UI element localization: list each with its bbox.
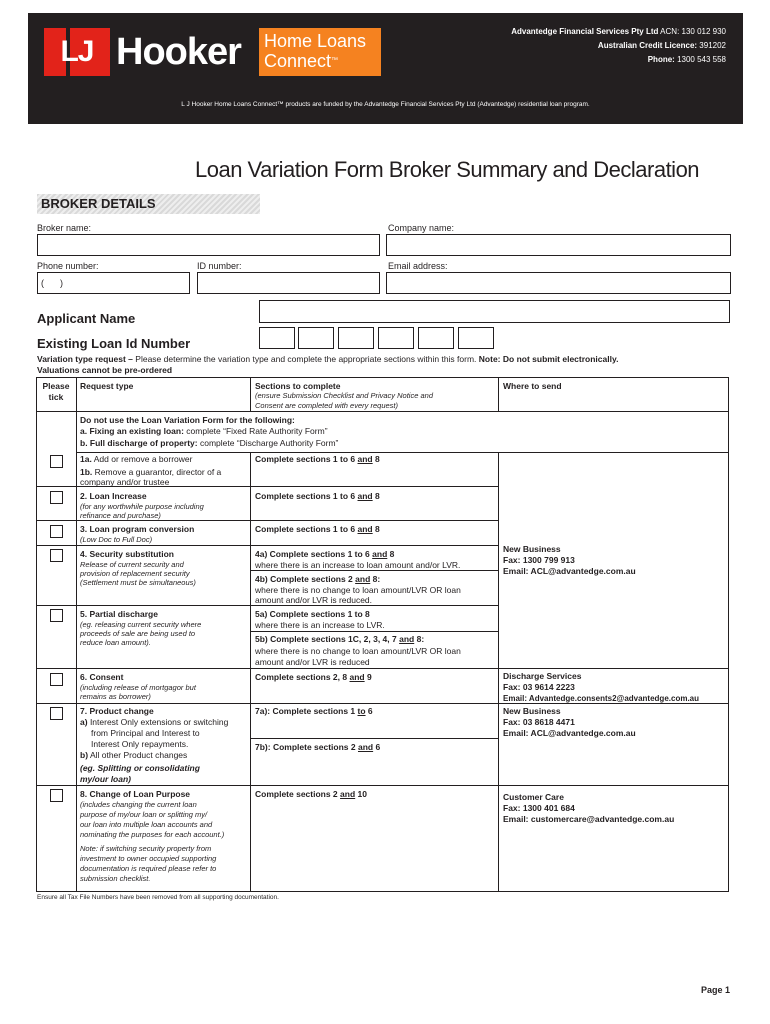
row-7b-sections-text: 7b): Complete sections 2: [255, 742, 356, 752]
row-5-title: 5. Partial discharge: [80, 609, 158, 619]
row-2-title: 2. Loan Increase: [80, 491, 147, 501]
send-new-business-1-fax: Fax: 1300 799 913: [503, 555, 575, 565]
row-7b-sections: [255, 742, 380, 753]
send-customer-care-email: Email: customercare@advantedge.com.au: [503, 814, 675, 824]
table-line: [250, 738, 498, 739]
row-4-note-1: Release of current security and: [80, 560, 184, 569]
logo-hooker: Hooker: [116, 31, 241, 73]
email-label: Email address:: [388, 261, 448, 271]
send-new-business-2-fax: Fax: 03 8618 4471: [503, 717, 575, 727]
id-number-field[interactable]: [197, 272, 380, 294]
company-name-field[interactable]: [386, 234, 731, 256]
row-8-note-2: purpose of my/our loan or splitting my/: [80, 810, 208, 819]
table-line: [36, 785, 729, 786]
col-please-tick-2: tick: [48, 392, 64, 402]
valuations-note: Valuations cannot be pre-ordered: [37, 365, 173, 375]
row-1-sections-text: Complete sections 1 to 6: [255, 454, 356, 464]
row-8-note-7: documentation is required please refer to: [80, 864, 217, 873]
row-2-and: and: [357, 491, 373, 501]
row-7-a-2: from Principal and Interest to: [91, 728, 200, 738]
row-7-eg-2: my/our loan): [80, 774, 132, 784]
row-7-title: 7. Product change: [80, 706, 154, 716]
table-line: [498, 452, 499, 892]
row-7-b-text: All other Product changes: [89, 750, 188, 760]
phone-open-paren: (: [41, 278, 44, 288]
variation-intro-text: Please determine the variation type and complete the appropriate sections within this form.: [135, 354, 477, 364]
row-4b-desc-1: where there is no change to loan amount/LVR OR loan: [255, 585, 461, 595]
logo-lj: LJ: [60, 35, 94, 68]
row-1-sections: [255, 454, 380, 465]
warning-title: Do not use the Loan Variation Form for the following:: [80, 415, 295, 425]
send-discharge-email: Email: Advantedge.consents2@advantedge.com.au: [503, 694, 699, 703]
table-line: [36, 377, 729, 378]
row-1b-text-2: company and/or trustee: [80, 477, 170, 487]
row-6-sections-end: 9: [367, 672, 372, 682]
warning-a-label: a. Fixing an existing loan:: [80, 426, 184, 436]
row-4b-sections: [255, 574, 380, 585]
warning-b-label: b. Full discharge of property:: [80, 438, 198, 448]
table-line: [36, 377, 37, 892]
row-4b-and: and: [355, 574, 371, 584]
row-6-and: and: [349, 672, 365, 682]
row-5a-desc: where there is an increase to LVR.: [255, 620, 385, 630]
variation-intro: [37, 354, 737, 364]
phone-close-paren: ): [60, 278, 63, 288]
send-new-business-1: New Business: [503, 544, 561, 554]
row-1a-text: Add or remove a borrower: [93, 454, 193, 464]
col-where-to-send: Where to send: [503, 381, 562, 391]
table-line: [36, 668, 729, 669]
row-2-note-2: refinance and purchase): [80, 511, 161, 520]
broker-name-field[interactable]: [37, 234, 380, 256]
licence-line: [598, 41, 726, 50]
applicant-name-label: Applicant Name: [37, 311, 136, 326]
table-line: [498, 377, 499, 411]
row-5b-sections: [255, 634, 424, 645]
loan-id-box-1[interactable]: [259, 327, 295, 349]
row-7a-sections-text: 7a): Complete sections 1: [255, 706, 356, 716]
company-acn: ACN: 130 012 930: [660, 27, 726, 36]
loan-id-box-6[interactable]: [458, 327, 494, 349]
row-7a-sections-end: 6: [367, 706, 373, 716]
checkbox-1a[interactable]: [50, 455, 63, 468]
row-6-sections: [255, 672, 372, 683]
table-line: [250, 377, 251, 411]
row-5b-and: and: [399, 634, 415, 644]
row-2-sections-end: 8: [375, 491, 380, 501]
phone-number: 1300 543 558: [677, 55, 726, 64]
row-5-note-1: (eg. releasing current security where: [80, 620, 202, 629]
company-name-label: Company name:: [388, 223, 455, 233]
logo-connect-text: Connect: [264, 51, 332, 71]
applicant-name-field[interactable]: [259, 300, 730, 323]
send-discharge-fax: Fax: 03 9614 2223: [503, 682, 575, 692]
loan-id-box-5[interactable]: [418, 327, 454, 349]
row-3-note: (Low Doc to Full Doc): [80, 535, 153, 544]
checkbox-6[interactable]: [50, 673, 63, 686]
send-new-business-1-email: Email: ACL@advantedge.com.au: [503, 566, 636, 576]
col-sections-note-1: (ensure Submission Checklist and Privacy Notice and: [255, 391, 433, 400]
row-8-sections: [255, 789, 367, 800]
row-1b-label: 1b.: [80, 467, 93, 477]
footer-note: Ensure all Tax File Numbers have been removed from all supporting documentation.: [37, 894, 279, 901]
row-5b-desc-2: amount and/or LVR is reduced: [255, 657, 370, 667]
warning-a: [80, 426, 328, 437]
row-8-title: 8. Change of Loan Purpose: [80, 789, 191, 799]
row-8-note-6: investment to owner occupied supporting: [80, 854, 217, 863]
send-discharge-services: Discharge Services: [503, 671, 582, 681]
row-4a-sections: [255, 549, 394, 560]
warning-b-text: complete “Discharge Authority Form”: [199, 438, 339, 448]
row-8-note-4: nominating the purposes for each account.): [80, 830, 225, 839]
col-request-type: Request type: [80, 381, 134, 391]
row-5b-sections-text: 5b) Complete sections 1C, 2, 3, 4, 7: [255, 634, 397, 644]
loan-id-box-4[interactable]: [378, 327, 414, 349]
row-5-note-2: proceeds of sale are being used to: [80, 629, 196, 638]
row-7-a-1: Interest Only extensions or switching: [89, 717, 229, 727]
row-7a-sections: [255, 706, 373, 717]
row-1-sections-end: 8: [375, 454, 380, 464]
row-2-note-1: (for any worthwhile purpose including: [80, 502, 204, 511]
col-sections: Sections to complete: [255, 381, 341, 391]
row-5b-sections-end: 8:: [416, 634, 425, 644]
row-8-sections-text: Complete sections 2: [255, 789, 338, 799]
logo-tm: ™: [331, 57, 339, 64]
row-8-note-1: (includes changing the current loan: [80, 800, 197, 809]
row-3-title: 3. Loan program conversion: [80, 524, 195, 534]
row-8-sections-end: 10: [357, 789, 368, 799]
checkbox-3[interactable]: [50, 525, 63, 538]
variation-intro-bold: Variation type request –: [37, 354, 133, 364]
logo-home-loans: Home Loans: [264, 31, 367, 51]
row-4-title: 4. Security substitution: [80, 549, 174, 559]
page-title: Loan Variation Form Broker Summary and Declaration: [195, 157, 700, 182]
row-1b-text-1: Remove a guarantor, director of a: [94, 467, 222, 477]
row-4-note-3: (Settlement must be simultaneous): [80, 578, 196, 587]
row-3-sections-text: Complete sections 1 to 6: [255, 524, 356, 534]
row-1-and: and: [357, 454, 373, 464]
row-3-and: and: [357, 524, 373, 534]
phone-label: Phone:: [647, 55, 675, 64]
table-line: [36, 891, 729, 892]
table-line: [728, 377, 729, 892]
send-new-business-2: New Business: [503, 706, 561, 716]
row-2-sections: [255, 491, 380, 502]
checkbox-5[interactable]: [50, 609, 63, 622]
row-4a-sections-end: 8: [389, 549, 395, 559]
row-7-a: [80, 717, 228, 728]
row-4b-desc-2: amount and/or LVR is reduced.: [255, 595, 373, 605]
email-field[interactable]: [386, 272, 731, 294]
variation-note: Note: Do not submit electronically.: [478, 354, 619, 364]
row-4b-sections-end: 8:: [372, 574, 381, 584]
row-7b-and: and: [357, 742, 374, 752]
loan-id-box-3[interactable]: [338, 327, 374, 349]
broker-name-label: Broker name:: [37, 223, 92, 233]
checkbox-7[interactable]: [50, 707, 63, 720]
row-5b-desc-1: where there is no change to loan amount/LVR OR loan: [255, 646, 461, 656]
row-8-and: and: [340, 789, 356, 799]
col-please-tick: [38, 381, 74, 403]
table-line: [36, 545, 498, 546]
row-8-note-8: submission checklist.: [80, 874, 151, 883]
checkbox-2[interactable]: [50, 491, 63, 504]
send-new-business-2-email: Email: ACL@advantedge.com.au: [503, 728, 636, 738]
row-8-note-5: Note: if switching security property from: [80, 844, 212, 853]
existing-loan-label: Existing Loan Id Number: [37, 336, 191, 351]
send-customer-care: Customer Care: [503, 792, 564, 802]
row-6-note-2: remains as borrower): [80, 692, 151, 701]
table-line: [36, 411, 729, 412]
warning-b: [80, 438, 338, 449]
row-4a-and: and: [372, 549, 388, 559]
send-customer-care-fax: Fax: 1300 401 684: [503, 803, 575, 813]
row-5-note-3: reduce loan amount).: [80, 638, 151, 647]
phone-line: [648, 55, 726, 64]
row-3-sections: [255, 524, 380, 535]
table-line: [76, 452, 729, 453]
row-4-note-2: provision of replacement security: [80, 569, 190, 578]
row-6-sections-text: Complete sections 2, 8: [255, 672, 348, 682]
warning-a-text: complete “Fixed Rate Authority Form”: [186, 426, 328, 436]
loan-id-box-2[interactable]: [298, 327, 334, 349]
phone-number-label: Phone number:: [37, 261, 99, 271]
page-number: Page 1: [701, 985, 731, 995]
row-1a: [80, 454, 192, 465]
col-sections-note-2: Consent are completed with every request): [255, 401, 398, 410]
row-1a-label: 1a.: [80, 454, 92, 464]
table-line: [250, 631, 498, 632]
row-5a-sections: 5a) Complete sections 1 to 8: [255, 609, 370, 619]
checkbox-4[interactable]: [50, 549, 63, 562]
row-3-sections-end: 8: [375, 524, 380, 534]
row-7a-to: to: [357, 706, 366, 716]
row-7b-sections-end: 6: [375, 742, 381, 752]
row-6-title: 6. Consent: [80, 672, 124, 682]
row-4b-sections-text: 4b) Complete sections 2: [255, 574, 353, 584]
row-2-sections-text: Complete sections 1 to 6: [255, 491, 356, 501]
licence-number: 391202: [699, 41, 726, 50]
table-line: [76, 377, 77, 892]
row-6-note-1: (including release of mortgagor but: [80, 683, 196, 692]
company-name: Advantedge Financial Services Pty Ltd: [511, 27, 659, 36]
id-number-label: ID number:: [197, 261, 242, 271]
row-7-b: [80, 750, 187, 761]
row-7-eg-1: (eg. Splitting or consolidating: [80, 763, 200, 773]
row-4a-sections-text: 4a) Complete sections 1 to 6: [255, 549, 370, 559]
section-heading-broker-details: [37, 194, 260, 214]
row-7-a-label: a): [80, 717, 88, 727]
licence-label: Australian Credit Licence:: [597, 41, 698, 50]
section-title: BROKER DETAILS: [41, 196, 156, 211]
col-please-tick-1: Please: [42, 381, 70, 391]
row-7-b-label: b): [80, 750, 89, 760]
logo-connect: [264, 51, 338, 71]
company-line: [511, 27, 726, 36]
checkbox-8[interactable]: [50, 789, 63, 802]
row-8-note-3: our loan into multiple loan accounts and: [80, 820, 213, 829]
table-line: [250, 452, 251, 892]
row-4a-desc: where there is an increase to loan amount and/or LVR.: [255, 560, 461, 570]
row-7-a-3: Interest Only repayments.: [91, 739, 189, 749]
funding-note: L J Hooker Home Loans Connect™ products are funded by the Advantedge Financial Services Pty Ltd (Advantedge) residential loan program.: [181, 101, 590, 108]
